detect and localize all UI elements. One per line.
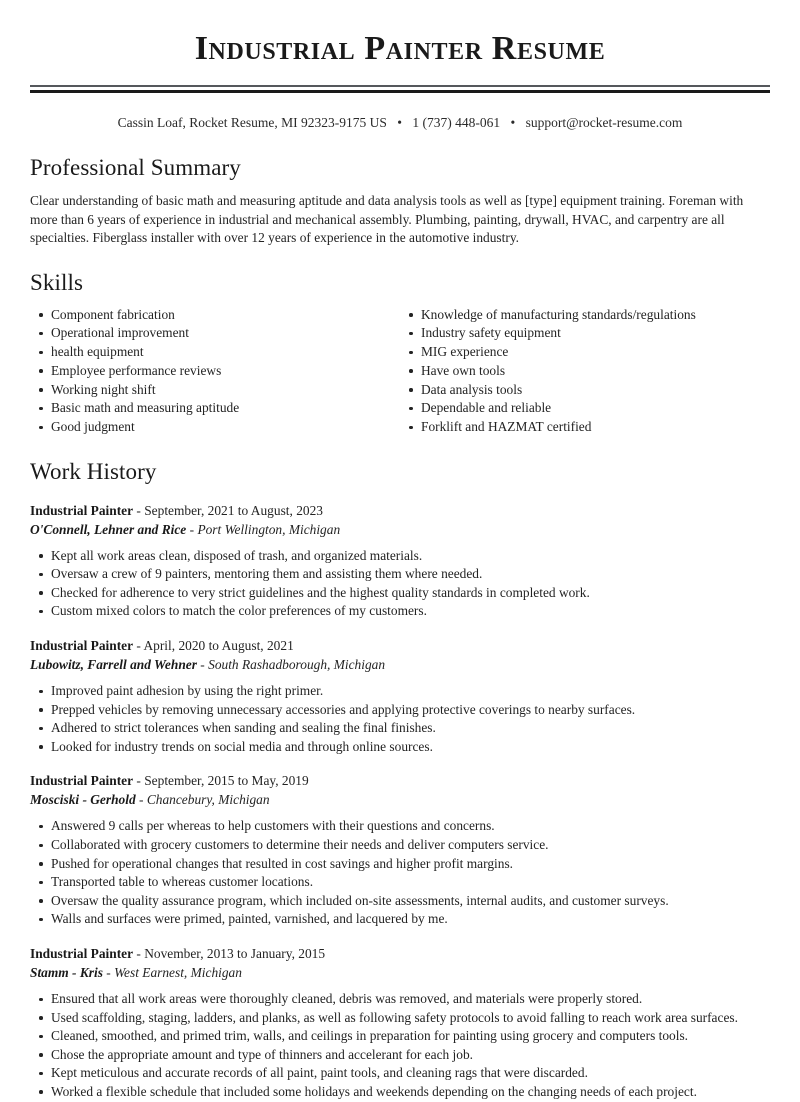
job-dates: April, 2020 to August, 2021	[143, 638, 294, 654]
header-divider	[30, 85, 770, 93]
work-history-entry	[30, 756, 770, 929]
professional-summary-text: Clear understanding of basic math and measuring aptitude and data analysis tools as well as [type] equipment training. Foreman with more than 6 years of experience in industrial and mechanical assembly. Plumbing, painting, drywall, HVAC, and carpentry are all specialties. Fiberglass installer with over 12 years of experience in the automotive industry.	[30, 193, 744, 246]
job-role-title: Industrial Painter	[30, 638, 134, 654]
list-item: Pushed for operational changes that resulted in cost savings and higher profit margins.	[30, 855, 770, 874]
contact-phone[interactable]: 1 (737) 448-061	[412, 115, 501, 130]
divider-line-bottom	[30, 90, 770, 93]
list-item: Data analysis tools	[400, 381, 770, 400]
list-item: Dependable and reliable	[400, 399, 770, 418]
job-role-title: Industrial Painter	[30, 502, 134, 518]
contact-email[interactable]: support@rocket-resume.com	[525, 115, 683, 130]
skills-right-items	[400, 306, 770, 437]
list-item: Custom mixed colors to match the color preferences of my customers.	[30, 602, 770, 621]
job-separator: -	[139, 792, 144, 808]
list-item: Transported table to whereas customer locations.	[30, 873, 770, 892]
job-bullets	[30, 539, 770, 621]
section-heading-professional-summary: Professional Summary	[30, 155, 241, 180]
job-separator: -	[136, 638, 141, 654]
list-item: Used scaffolding, staging, ladders, and planks, as well as following safety protocols to avoid falling to reach work area surfaces.	[30, 1009, 770, 1028]
job-role-line	[30, 501, 770, 520]
job-location: South Rashadborough, Michigan	[208, 657, 386, 673]
list-item: Kept all work areas clean, disposed of trash, and organized materials.	[30, 547, 770, 566]
contact-separator-1: •	[397, 115, 402, 130]
section-heading-work-history: Work History	[30, 458, 157, 484]
job-company-name: Mosciski - Gerhold	[30, 792, 136, 808]
job-separator: -	[200, 657, 205, 673]
list-item: Looked for industry trends on social media and through online sources.	[30, 738, 770, 757]
job-company-name: O'Connell, Lehner and Rice	[30, 521, 187, 537]
job-company-line	[30, 655, 770, 674]
list-item: Checked for adherence to very strict guidelines and the highest quality standards in completed work.	[30, 584, 770, 603]
job-dates: November, 2013 to January, 2015	[144, 946, 326, 962]
list-item: Operational improvement	[30, 324, 400, 343]
list-item: Good judgment	[30, 418, 400, 437]
list-item: Adhered to strict tolerances when sanding and sealing the final finishes.	[30, 719, 770, 738]
job-company-name: Stamm - Kris	[30, 965, 103, 981]
skills-list	[30, 297, 770, 437]
job-role-title: Industrial Painter	[30, 773, 134, 789]
list-item: Chose the appropriate amount and type of thinners and accelerant for each job.	[30, 1046, 770, 1065]
job-dates: September, 2021 to August, 2023	[144, 502, 323, 518]
list-item: Collaborated with grocery customers to determine their needs and deliver computers service.	[30, 836, 770, 855]
job-location: Chancebury, Michigan	[146, 792, 270, 808]
list-item: Forklift and HAZMAT certified	[400, 418, 770, 437]
list-item: Walls and surfaces were primed, painted, varnished, and lacquered by me.	[30, 910, 770, 929]
job-role-title: Industrial Painter	[30, 946, 134, 962]
work-history-entry	[30, 486, 770, 621]
skills-left-items	[30, 306, 400, 437]
list-item: Kept meticulous and accurate records of all paint, paint tools, and cleaning rags that were discarded.	[30, 1064, 770, 1083]
work-history-entry	[30, 929, 770, 1102]
list-item: Answered 9 calls per whereas to help customers with their questions and concerns.	[30, 817, 770, 836]
contact-separator-2: •	[510, 115, 516, 130]
list-item: Industry safety equipment	[400, 324, 770, 343]
job-role-line	[30, 771, 770, 790]
job-separator: -	[136, 773, 141, 789]
list-item: MIG experience	[400, 343, 770, 362]
job-bullets	[30, 809, 770, 929]
job-location: Port Wellington, Michigan	[197, 521, 341, 537]
list-item: Basic math and measuring aptitude	[30, 399, 400, 418]
page-title: Industrial Painter Resume	[194, 30, 606, 67]
list-item: Working night shift	[30, 381, 400, 400]
work-history-entry	[30, 621, 770, 756]
job-location: West Earnest, Michigan	[114, 965, 242, 981]
list-item: Oversaw a crew of 9 painters, mentoring them and assisting them where needed.	[30, 565, 770, 584]
job-dates: September, 2015 to May, 2019	[144, 773, 309, 789]
job-company-line	[30, 790, 770, 809]
contact-info	[30, 113, 770, 133]
job-company-line	[30, 963, 770, 982]
list-item: Cleaned, smoothed, and primed trim, walls, and ceilings in preparation for painting using grocery and computers tools.	[30, 1027, 770, 1046]
job-role-line	[30, 944, 770, 963]
list-item: Employee performance reviews	[30, 362, 400, 381]
list-item: Ensured that all work areas were thoroughly cleaned, debris was removed, and materials were properly stored.	[30, 990, 770, 1009]
job-separator: -	[106, 965, 111, 981]
list-item: Prepped vehicles by removing unnecessary accessories and applying protective coverings to nearby surfaces.	[30, 701, 770, 720]
job-bullets	[30, 982, 770, 1102]
job-separator: -	[189, 521, 195, 537]
list-item: Worked a flexible schedule that included some holidays and weekends depending on the changing needs of each project.	[30, 1083, 770, 1102]
job-separator: -	[136, 502, 141, 518]
job-role-line	[30, 636, 770, 655]
list-item: health equipment	[30, 343, 400, 362]
list-item: Improved paint adhesion by using the right primer.	[30, 682, 770, 701]
skills-column-right	[400, 306, 770, 437]
contact-name-location: Cassin Loaf, Rocket Resume, MI 92323-9175 US	[117, 115, 387, 130]
job-bullets	[30, 674, 770, 756]
list-item: Oversaw the quality assurance program, which included on-site assessments, internal audits, and customer surveys.	[30, 892, 770, 911]
skills-column-left	[30, 306, 400, 437]
section-heading-skills: Skills	[30, 269, 84, 295]
list-item: Knowledge of manufacturing standards/regulations	[400, 306, 770, 325]
job-company-line	[30, 520, 770, 539]
job-company-name: Lubowitz, Farrell and Wehner	[30, 657, 197, 673]
list-item: Component fabrication	[30, 306, 400, 325]
list-item: Have own tools	[400, 362, 770, 381]
job-separator: -	[136, 946, 141, 962]
